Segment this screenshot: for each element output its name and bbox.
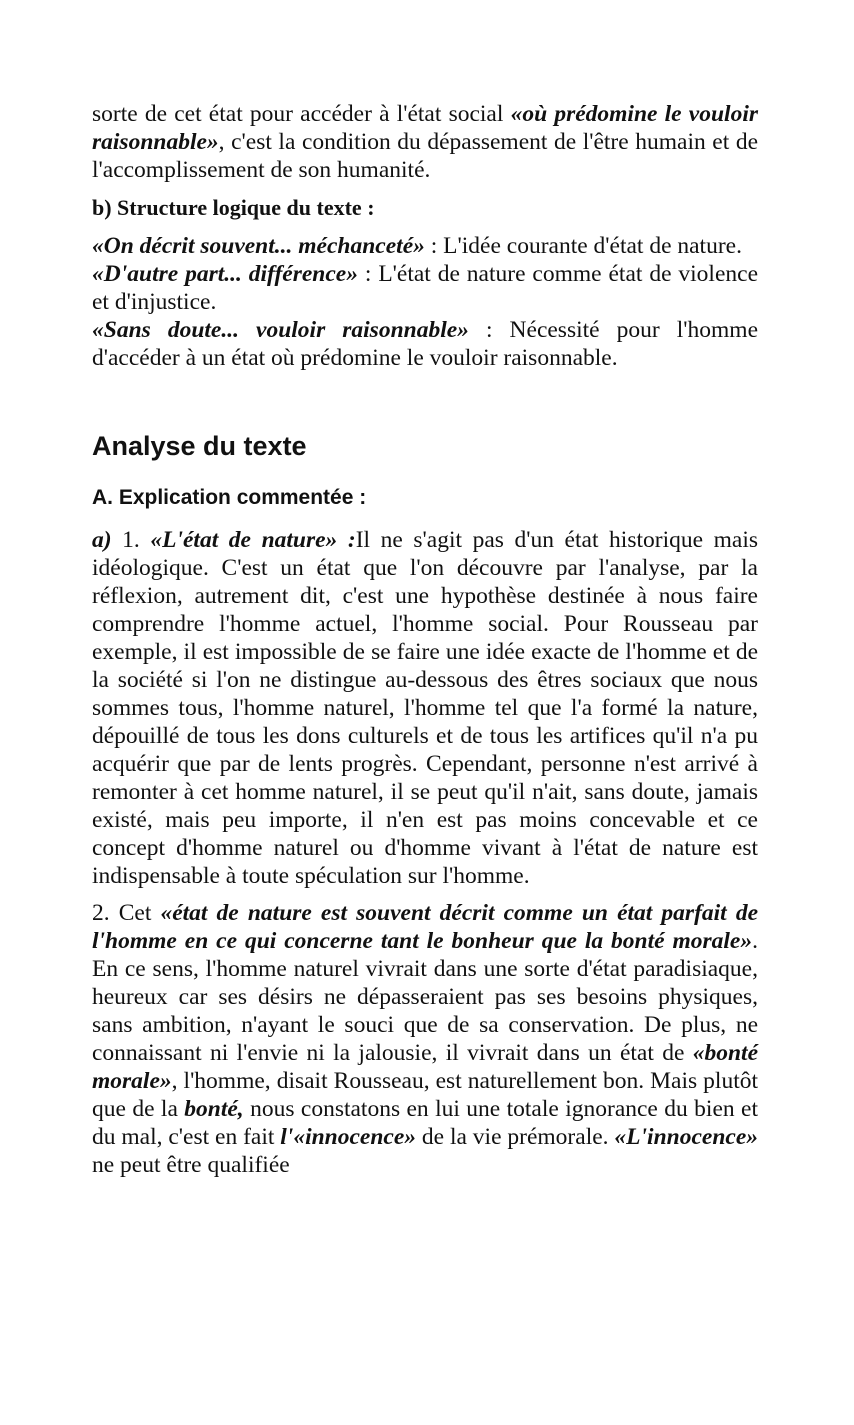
structure-item-text: : Nécessité pour l'homme d'accéder à un état où prédomine le vouloir raisonnable. — [92, 317, 758, 371]
paragraph-marker: a) — [92, 527, 112, 553]
analysis-paragraph-2 — [92, 899, 758, 1179]
paragraph-number: 1. — [111, 527, 151, 553]
analysis-paragraph-1 — [92, 526, 758, 890]
paragraph-text: de la vie prémorale. — [416, 1124, 615, 1150]
paragraph-text: Il ne s'agit pas d'un état historique mais idéologique. C'est un état que l'on découvre par l'analyse, par la réflexion, autrement dit, c'est une hypothèse destinée à nous faire comprendre l'homme actuel, l'homme social. Pour Rousseau par exemple, il est impossible de se faire une idée exacte de l'homme et de la société si l'on ne distingue au-dessous des êtres sociaux que nous sommes tous, l'homme naturel, l'homme tel que l'a formé la nature, dépouillé de tous les dons culturels et de tous les artifices qu'il n'a pu acquérir que par de lents progrès. Cependant, personne n'est arrivé à remonter à cet homme naturel, il se peut qu'il n'ait, sans doute, jamais existé, mais peu importe, il n'en est pas moins concevable et ce concept d'homme naturel ou d'homme vivant à l'état de nature est indispensable à toute spéculation sur l'homme. — [92, 527, 759, 889]
structure-item-text: : L'idée courante d'état de nature. — [424, 233, 742, 259]
paragraph-number: 2. Cet — [92, 900, 161, 926]
structure-item — [92, 232, 758, 260]
intro-paragraph — [92, 100, 758, 184]
paragraph-text: . En ce sens, l'homme naturel vivrait dans une sorte d'état paradisiaque, heureux car ses désirs ne dépasseraient pas ses besoins physiques, sans ambition, n'ayant le souci que de sa conservation. De plus, ne connaissant ni l'envie ni la jalousie, il vivrait dans un état de — [92, 928, 758, 1066]
structure-item-quote: «Sans doute... vouloir raisonnable» — [92, 317, 469, 343]
subsection-title: A. Explication commentée : — [92, 486, 367, 509]
section-title: Analyse du texte — [92, 431, 307, 461]
structure-item — [92, 316, 758, 372]
structure-item — [92, 260, 758, 316]
intro-text: sorte de cet état pour accéder à l'état social — [92, 101, 511, 127]
paragraph-quote: «L'innocence» — [614, 1124, 758, 1150]
intro-text-end: , c'est la condition du dépassement de l'être humain et de l'accomplissement de son humanité. — [92, 129, 758, 183]
structure-item-text: : L'état de nature comme état de violence et d'injustice. — [92, 261, 758, 315]
paragraph-quote: bonté, — [184, 1096, 244, 1122]
paragraph-quote: «état de nature est souvent décrit comme un état parfait de l'homme en ce qui concerne tant le bonheur que la bonté morale» — [92, 900, 758, 954]
paragraph-text: nous constatons en lui une totale ignorance du bien et du mal, c'est en fait — [92, 1096, 758, 1150]
paragraph-quote: l'«innocence» — [280, 1124, 417, 1150]
paragraph-quote: «bonté morale» — [92, 1040, 758, 1094]
document-page — [92, 100, 758, 1179]
paragraph-text: ne peut être qualifiée — [92, 1152, 290, 1178]
structure-item-quote: «On décrit souvent... méchanceté» — [92, 233, 425, 259]
intro-quote: «où prédomine le vouloir raisonnable» — [92, 101, 758, 155]
structure-heading: b) Structure logique du texte : — [92, 195, 375, 220]
paragraph-text: , l'homme, disait Rousseau, est naturellement bon. Mais plutôt que de la — [92, 1068, 758, 1122]
structure-item-quote: «D'autre part... différence» — [92, 261, 358, 287]
paragraph-quote: «L'état de nature» : — [150, 527, 356, 553]
